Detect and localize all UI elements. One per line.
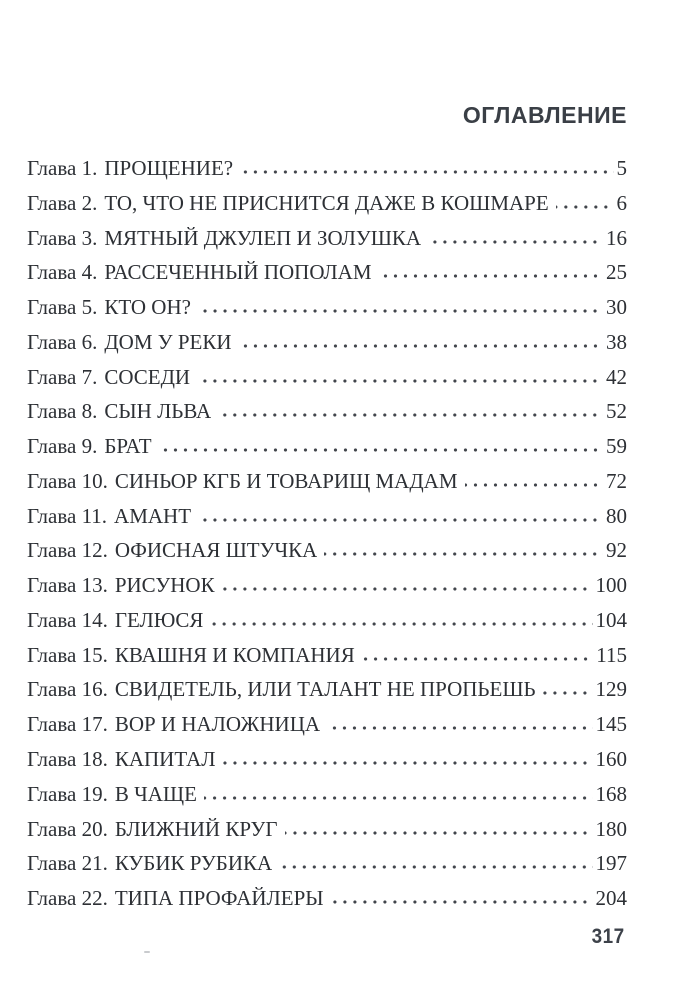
dot-leader (285, 831, 593, 835)
toc-entry-chapter: Глава 9. (27, 434, 98, 459)
dot-leader (362, 657, 594, 661)
toc-entry-chapter: Глава 13. (27, 573, 108, 598)
toc-entry (27, 712, 627, 747)
toc-entry-title: ОФИСНАЯ ШТУЧКА (114, 538, 318, 563)
scan-artifact (144, 951, 150, 953)
toc-entry-page: 92 (606, 538, 627, 563)
toc-entry (27, 504, 627, 539)
dot-leader (327, 726, 592, 730)
toc-entry-title: БРАТ (104, 434, 152, 459)
toc-entry-page: 180 (595, 816, 627, 841)
toc-entry-chapter: Глава 22. (27, 886, 108, 911)
toc-entry-page: 160 (595, 747, 627, 772)
toc-entry-page: 30 (606, 295, 627, 320)
toc-entry-chapter: Глава 3. (27, 225, 98, 250)
toc-entry (27, 226, 627, 261)
toc-entry-chapter: Глава 6. (27, 329, 98, 354)
toc-entry (27, 365, 627, 400)
dot-leader (465, 483, 603, 487)
toc-entry-title: ТО, ЧТО НЕ ПРИСНИТСЯ ДАЖЕ В КОШМАРЕ (104, 190, 549, 215)
toc-entry-page: 52 (606, 399, 627, 424)
toc-entry-title: КВАШНЯ И КОМПАНИЯ (114, 642, 355, 667)
toc-list (27, 156, 627, 921)
toc-entry-chapter: Глава 16. (27, 677, 108, 702)
toc-entry-chapter: Глава 18. (27, 747, 108, 772)
toc-entry-title: В ЧАЩЕ (114, 781, 197, 806)
toc-entry (27, 538, 627, 573)
dot-leader (239, 344, 603, 348)
toc-entry-page: 129 (595, 677, 627, 702)
toc-entry-page: 6 (616, 190, 627, 215)
toc-entry-title: СИНЬОР КГБ И ТОВАРИЩ МАДАМ (114, 468, 458, 493)
toc-entry (27, 817, 627, 852)
toc-entry-chapter: Глава 15. (27, 642, 108, 667)
toc-entry (27, 886, 627, 921)
dot-leader (223, 761, 593, 765)
toc-entry-chapter: Глава 4. (27, 260, 98, 285)
dot-leader (324, 552, 603, 556)
toc-entry-chapter: Глава 2. (27, 190, 98, 215)
toc-entry-chapter: Глава 8. (27, 399, 98, 424)
toc-entry-title: МЯТНЫЙ ДЖУЛЕП И ЗОЛУШКА (104, 225, 422, 250)
folio-page-number: 317 (592, 925, 625, 948)
toc-entry-page: 104 (595, 607, 627, 632)
toc-entry-page: 168 (595, 781, 627, 806)
dot-leader (218, 413, 603, 417)
toc-entry-page: 5 (616, 156, 627, 180)
toc-entry-chapter: Глава 12. (27, 538, 108, 563)
toc-entry-title: ДОМ У РЕКИ (104, 329, 232, 354)
dot-leader (204, 796, 593, 800)
dot-leader (159, 448, 603, 452)
toc-entry-title: КУБИК РУБИКА (114, 851, 273, 876)
toc-heading: ОГЛАВЛЕНИЕ (462, 102, 627, 128)
toc-entry-page: 59 (606, 434, 627, 459)
toc-entry-title: КТО ОН? (104, 295, 191, 320)
toc-entry-chapter: Глава 21. (27, 851, 108, 876)
toc-entry (27, 782, 627, 817)
dot-leader (198, 309, 603, 313)
toc-entry-title: ВОР И НАЛОЖНИЦА (114, 712, 321, 737)
toc-entry-title: РИСУНОК (114, 573, 215, 598)
toc-entry (27, 851, 627, 886)
toc-entry-chapter: Глава 7. (27, 364, 98, 389)
toc-entry-page: 16 (606, 225, 627, 250)
toc-entry-chapter: Глава 19. (27, 781, 108, 806)
dot-leader (428, 240, 603, 244)
toc-entry-page: 197 (595, 851, 627, 876)
toc-entry (27, 469, 627, 504)
toc-entry-title: АМАНТ (114, 503, 192, 528)
toc-entry (27, 295, 627, 330)
dot-leader (543, 691, 593, 695)
toc-entry-page: 80 (606, 503, 627, 528)
toc-entry (27, 677, 627, 712)
dot-leader (197, 379, 603, 383)
toc-entry-title: ПРОЩЕНИЕ? (104, 156, 234, 180)
toc-entry-title: БЛИЖНИЙ КРУГ (114, 816, 278, 841)
dot-leader (279, 865, 592, 869)
toc-entry-chapter: Глава 14. (27, 607, 108, 632)
toc-entry-title: КАПИТАЛ (114, 747, 216, 772)
toc-entry-title: ГЕЛЮСЯ (114, 607, 204, 632)
toc-entry (27, 643, 627, 678)
toc-entry-title: СОСЕДИ (104, 364, 191, 389)
toc-entry (27, 191, 627, 226)
dot-leader (198, 518, 603, 522)
toc-entry-chapter: Глава 17. (27, 712, 108, 737)
toc-entry-page: 100 (595, 573, 627, 598)
dot-leader (331, 900, 593, 904)
toc-entry-chapter: Глава 1. (27, 156, 98, 180)
toc-entry-page: 42 (606, 364, 627, 389)
toc-entry-page: 145 (595, 712, 627, 737)
toc-entry-page: 204 (595, 886, 627, 911)
toc-entry-page: 38 (606, 329, 627, 354)
toc-entry-page: 25 (606, 260, 627, 285)
dot-leader (379, 274, 603, 278)
toc-entry-title: СЫН ЛЬВА (104, 399, 212, 424)
toc-entry (27, 399, 627, 434)
toc-entry (27, 608, 627, 643)
toc-entry-chapter: Глава 20. (27, 816, 108, 841)
toc-entry (27, 434, 627, 469)
toc-entry (27, 573, 627, 608)
dot-leader (222, 587, 593, 591)
toc-entry-chapter: Глава 10. (27, 468, 108, 493)
dot-leader (210, 622, 592, 626)
toc-entry (27, 330, 627, 365)
toc-entry-page: 72 (606, 468, 627, 493)
toc-entry-chapter: Глава 11. (27, 503, 108, 528)
toc-entry-title: ТИПА ПРОФАЙЛЕРЫ (114, 886, 324, 911)
toc-entry-title: СВИДЕТЕЛЬ, ИЛИ ТАЛАНТ НЕ ПРОПЬЕШЬ (114, 677, 536, 702)
toc-entry-chapter: Глава 5. (27, 295, 98, 320)
toc-entry (27, 156, 627, 191)
toc-entry (27, 747, 627, 782)
toc-entry-title: РАССЕЧЕННЫЙ ПОПОЛАМ (104, 260, 372, 285)
dot-leader (240, 170, 613, 174)
toc-entry-page: 115 (596, 642, 627, 667)
dot-leader (556, 205, 614, 209)
toc-entry (27, 260, 627, 295)
